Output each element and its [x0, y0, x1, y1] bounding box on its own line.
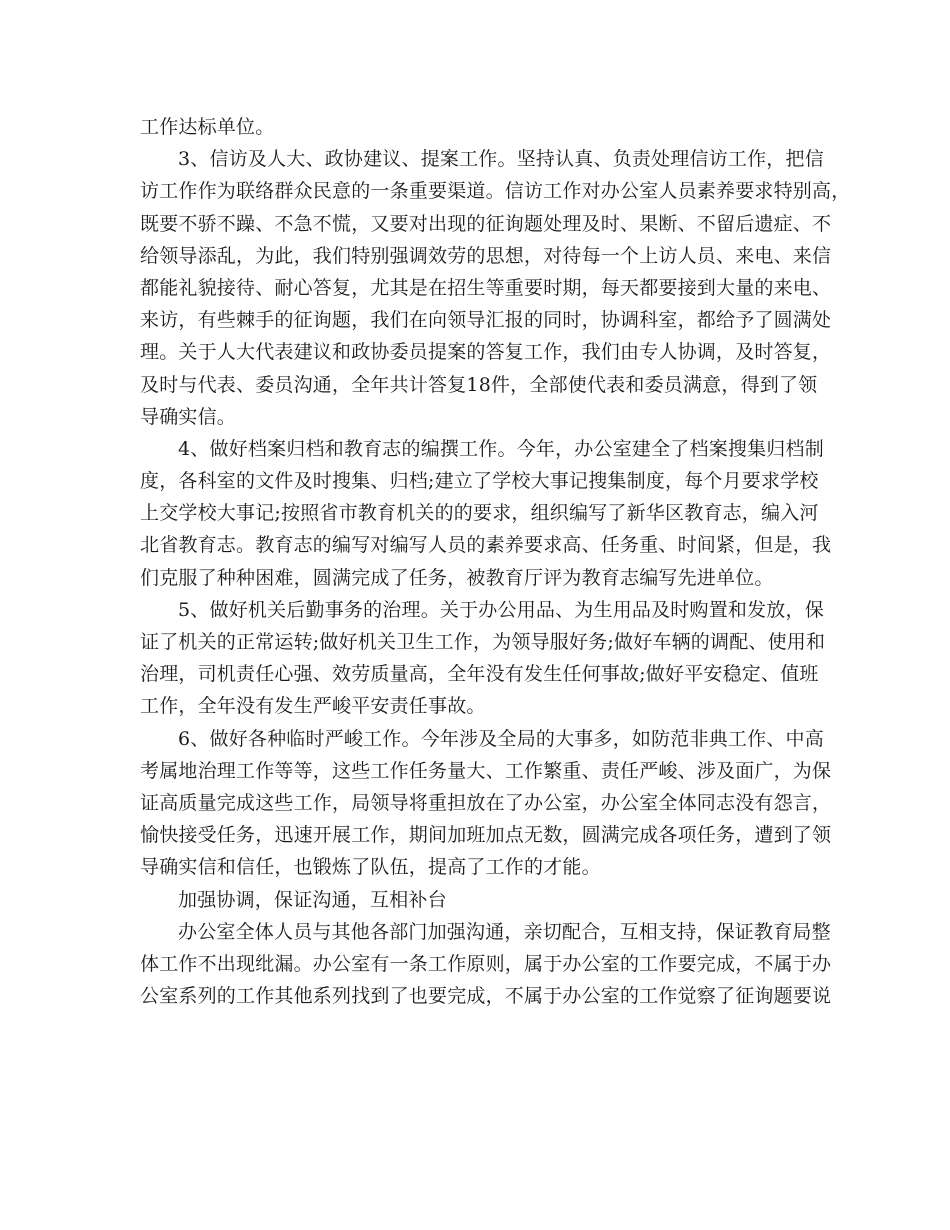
- text-line: 导确实信和信任，也锻炼了队伍，提高了工作的才能。: [140, 856, 601, 879]
- text-line: 既要不骄不躁、不急不慌，又要对出现的征询题处理及时、果断、不留后遗症、不: [140, 212, 832, 235]
- text-line: 体工作不出现纰漏。办公室有一条工作原则，属于办公室的工作要完成，不属于办: [140, 952, 832, 975]
- text-line: 办公室全体人员与其他各部门加强沟通，亲切配合，互相支持，保证教育局整: [178, 920, 831, 943]
- text-line: 及时与代表、委员沟通，全年共计答复18件，全部使代表和委员满意，得到了领: [140, 373, 818, 396]
- text-line: 工作达标单位。: [140, 116, 275, 138]
- text-line: 来访，有些棘手的征询题，我们在向领导汇报的同时，协调科室，都给予了圆满处: [140, 309, 832, 332]
- text-line: 访工作作为联络群众民意的一条重要渠道。信访工作对办公室人员素养要求特别高，: [140, 180, 851, 203]
- document-body: [140, 111, 851, 1012]
- text-line: 考属地治理工作等等，这些工作任务量大、工作繁重、责任严峻、涉及面广，为保: [140, 759, 832, 782]
- text-line: 公室系列的工作其他系列找到了也要完成，不属于办公室的工作觉察了征询题要说: [140, 985, 832, 1008]
- text-line: 4、做好档案归档和教育志的编撰工作。今年，办公室建全了档案搜集归档制: [178, 437, 824, 460]
- text-line: 治理，司机责任心强、效劳质量高，全年没有发生任何事故;做好平安稳定、值班: [140, 663, 819, 686]
- text-line: 都能礼貌接待、耐心答复，尤其是在招生等重要时期，每天都要接到大量的来电、: [140, 276, 832, 299]
- text-line: 上交学校大事记;按照省市教育机关的的要求，组织编写了新华区教育志，编入河: [140, 502, 819, 525]
- text-line: 北省教育志。教育志的编写对编写人员的素养要求高、任务重、时间紧，但是，我: [140, 534, 832, 557]
- text-line: 给领导添乱，为此，我们特别强调效劳的思想，对待每一个上访人员、来电、来信: [140, 244, 832, 267]
- text-line: 度，各科室的文件及时搜集、归档;建立了学校大事记搜集制度，每个月要求学校: [140, 470, 819, 493]
- text-line: 工作，全年没有发生严峻平安责任事故。: [140, 695, 486, 718]
- text-line: 证了机关的正常运转;做好机关卫生工作，为领导服好务;做好车辆的调配、使用和: [140, 631, 826, 653]
- text-line: 加强协调，保证沟通，互相补台: [178, 888, 447, 911]
- text-line: 愉快接受任务，迅速开展工作，期间加班加点无数，圆满完成各项任务，遭到了领: [140, 824, 832, 847]
- text-line: 导确实信。: [140, 405, 237, 428]
- text-line: 理。关于人大代表建议和政协委员提案的答复工作，我们由专人协调，及时答复，: [140, 341, 832, 364]
- text-line: 6、做好各种临时严峻工作。今年涉及全局的大事多，如防范非典工作、中高: [178, 727, 824, 750]
- text-line: 3、信访及人大、政协建议、提案工作。坚持认真、负责处理信访工作，把信: [178, 148, 824, 171]
- text-line: 们克服了种种困难，圆满完成了任务，被教育厅评为教育志编写先进单位。: [140, 566, 774, 589]
- text-line: 证高质量完成这些工作，局领导将重担放在了办公室，办公室全体同志没有怨言，: [140, 791, 832, 814]
- text-line: 5、做好机关后勤事务的治理。关于办公用品、为生用品及时购置和发放，保: [178, 598, 824, 621]
